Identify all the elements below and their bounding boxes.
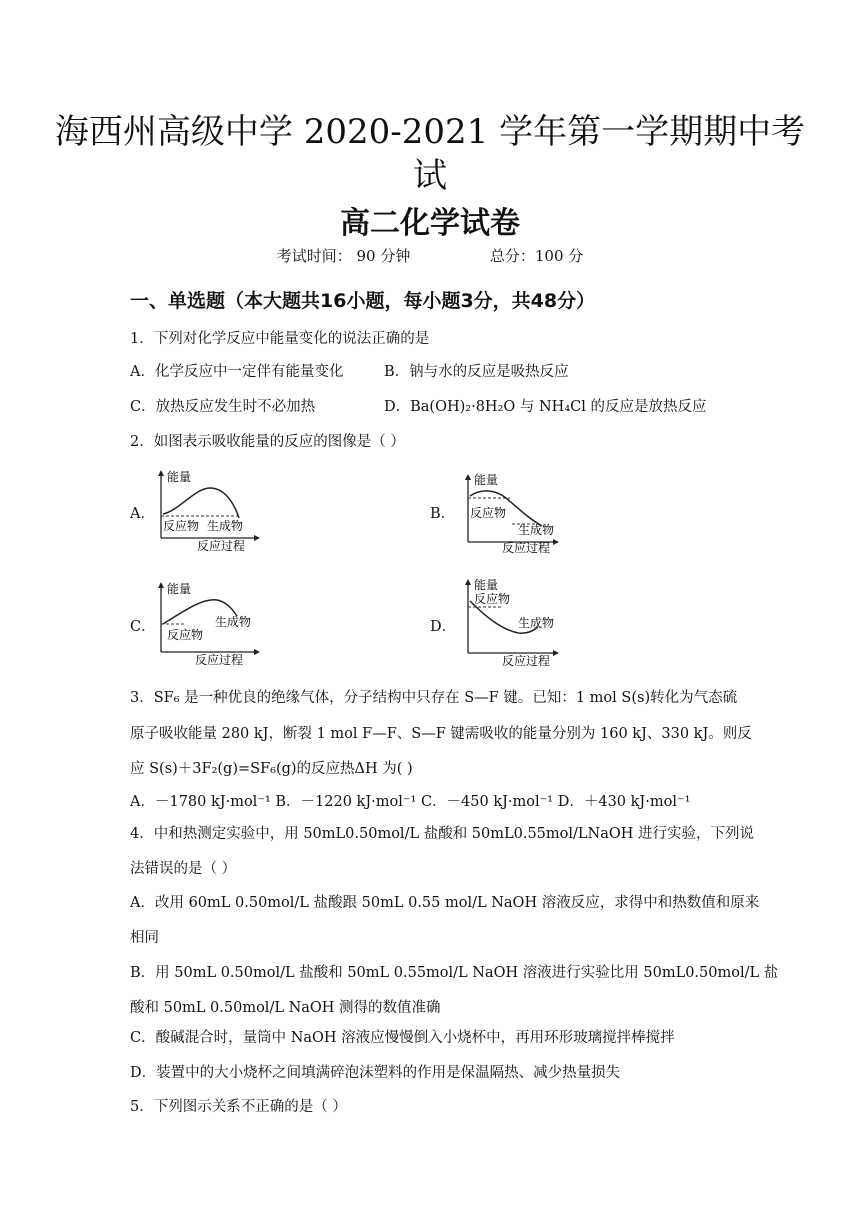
q1-option-d: D．Ba(OH)₂·8H₂O 与 NH₄Cl 的反应是放热反应 <box>384 399 707 415</box>
q4-option-a-line2: 相同 <box>130 930 159 946</box>
q4-line1: 4．中和热测定实验中，用 50mL0.50mol/L 盐酸和 50mL0.55mol/LNaOH 进行实验，下列说 <box>130 826 755 842</box>
axis-process-label: 反应过程 <box>502 541 551 555</box>
q1-option-a: A．化学反应中一定伴有能量变化 <box>130 364 344 380</box>
axis-energy-label: 能量 <box>474 578 499 592</box>
exam-subtitle: 高二化学试卷 <box>340 206 520 241</box>
q1-option-b: B．钠与水的反应是吸热反应 <box>384 364 569 380</box>
q1-option-c: C．放热反应发生时不必加热 <box>130 399 316 415</box>
exam-title-line1: 海西州高级中学 2020-2021 学年第一学期期中考 <box>54 112 806 152</box>
q1-stem: 1．下列对化学反应中能量变化的说法正确的是 <box>130 331 430 347</box>
q2-option-c: C． <box>130 619 156 635</box>
q2-stem: 2．如图表示吸收能量的反应的图像是（ ） <box>130 434 405 450</box>
exam-time: 考试时间： 90 分钟 <box>276 247 411 265</box>
q4-option-b-line2: 酸和 50mL 0.50mol/L NaOH 测得的数值准确 <box>130 1000 441 1016</box>
q3-line2: 原子吸收能量 280 kJ，断裂 1 mol F—F、S—F 键需吸收的能量分别为 160 kJ、330 kJ。则反 <box>130 726 752 742</box>
q4-option-a-line1: A．改用 60mL 0.50mol/L 盐酸跟 50mL 0.55 mol/L NaOH 溶液反应，求得中和热数值和原来 <box>130 895 760 911</box>
q2-figure-b <box>462 472 562 557</box>
q3-line1: 3．SF₆ 是一种优良的绝缘气体，分子结构中只存在 S—F 键。已知：1 mol S(s)转化为气态硫 <box>130 690 738 706</box>
q4-option-d: D．装置中的大小烧杯之间填满碎泡沫塑料的作用是保温隔热、减少热量损失 <box>130 1065 621 1081</box>
reactant-label: 反应物 <box>167 628 204 642</box>
reactant-label: 反应物 <box>474 592 511 606</box>
total-score: 总分：100 分 <box>489 247 584 265</box>
product-label: 生成物 <box>207 519 244 533</box>
axis-process-label: 反应过程 <box>197 539 246 553</box>
reactant-label: 反应物 <box>163 519 200 533</box>
axis-process-label: 反应过程 <box>502 654 551 668</box>
q2-figure-c <box>155 580 265 668</box>
axis-energy-label: 能量 <box>474 473 499 487</box>
q2-option-b: B． <box>430 506 456 522</box>
product-label: 生成物 <box>518 523 555 537</box>
axis-energy-label: 能量 <box>167 470 192 484</box>
reactant-label: 反应物 <box>470 506 507 520</box>
q4-line2: 法错误的是（ ） <box>130 861 237 877</box>
section-heading: 一、单选题（本大题共16小题，每小题3分，共48分） <box>130 290 596 312</box>
exam-title-line2: 试 <box>413 156 447 196</box>
exam-meta <box>0 245 860 266</box>
q3-line3: 应 S(s)＋3F₂(g)=SF₆(g)的反应热ΔH 为( ) <box>130 761 413 777</box>
q3-options: A．－1780 kJ·mol⁻¹ B．－1220 kJ·mol⁻¹ C．－450 kJ·mol⁻¹ D．＋430 kJ·mol⁻¹ <box>130 794 691 810</box>
product-label: 生成物 <box>518 616 555 630</box>
q5-stem: 5．下列图示关系不正确的是（ ） <box>130 1099 347 1115</box>
product-label: 生成物 <box>215 615 252 629</box>
axis-energy-label: 能量 <box>167 582 192 596</box>
axis-process-label: 反应过程 <box>195 653 244 667</box>
q2-figure-a <box>155 468 265 553</box>
q2-option-d: D． <box>430 619 457 635</box>
q4-option-c: C．酸碱混合时，量筒中 NaOH 溶液应慢慢倒入小烧杯中，再用环形玻璃搅拌棒搅拌 <box>130 1030 675 1046</box>
q2-figure-d <box>462 577 562 669</box>
q4-option-b-line1: B．用 50mL 0.50mol/L 盐酸和 50mL 0.55mol/L NaOH 溶液进行实验比用 50mL0.50mol/L 盐 <box>130 965 779 981</box>
q2-option-a: A． <box>130 506 155 522</box>
